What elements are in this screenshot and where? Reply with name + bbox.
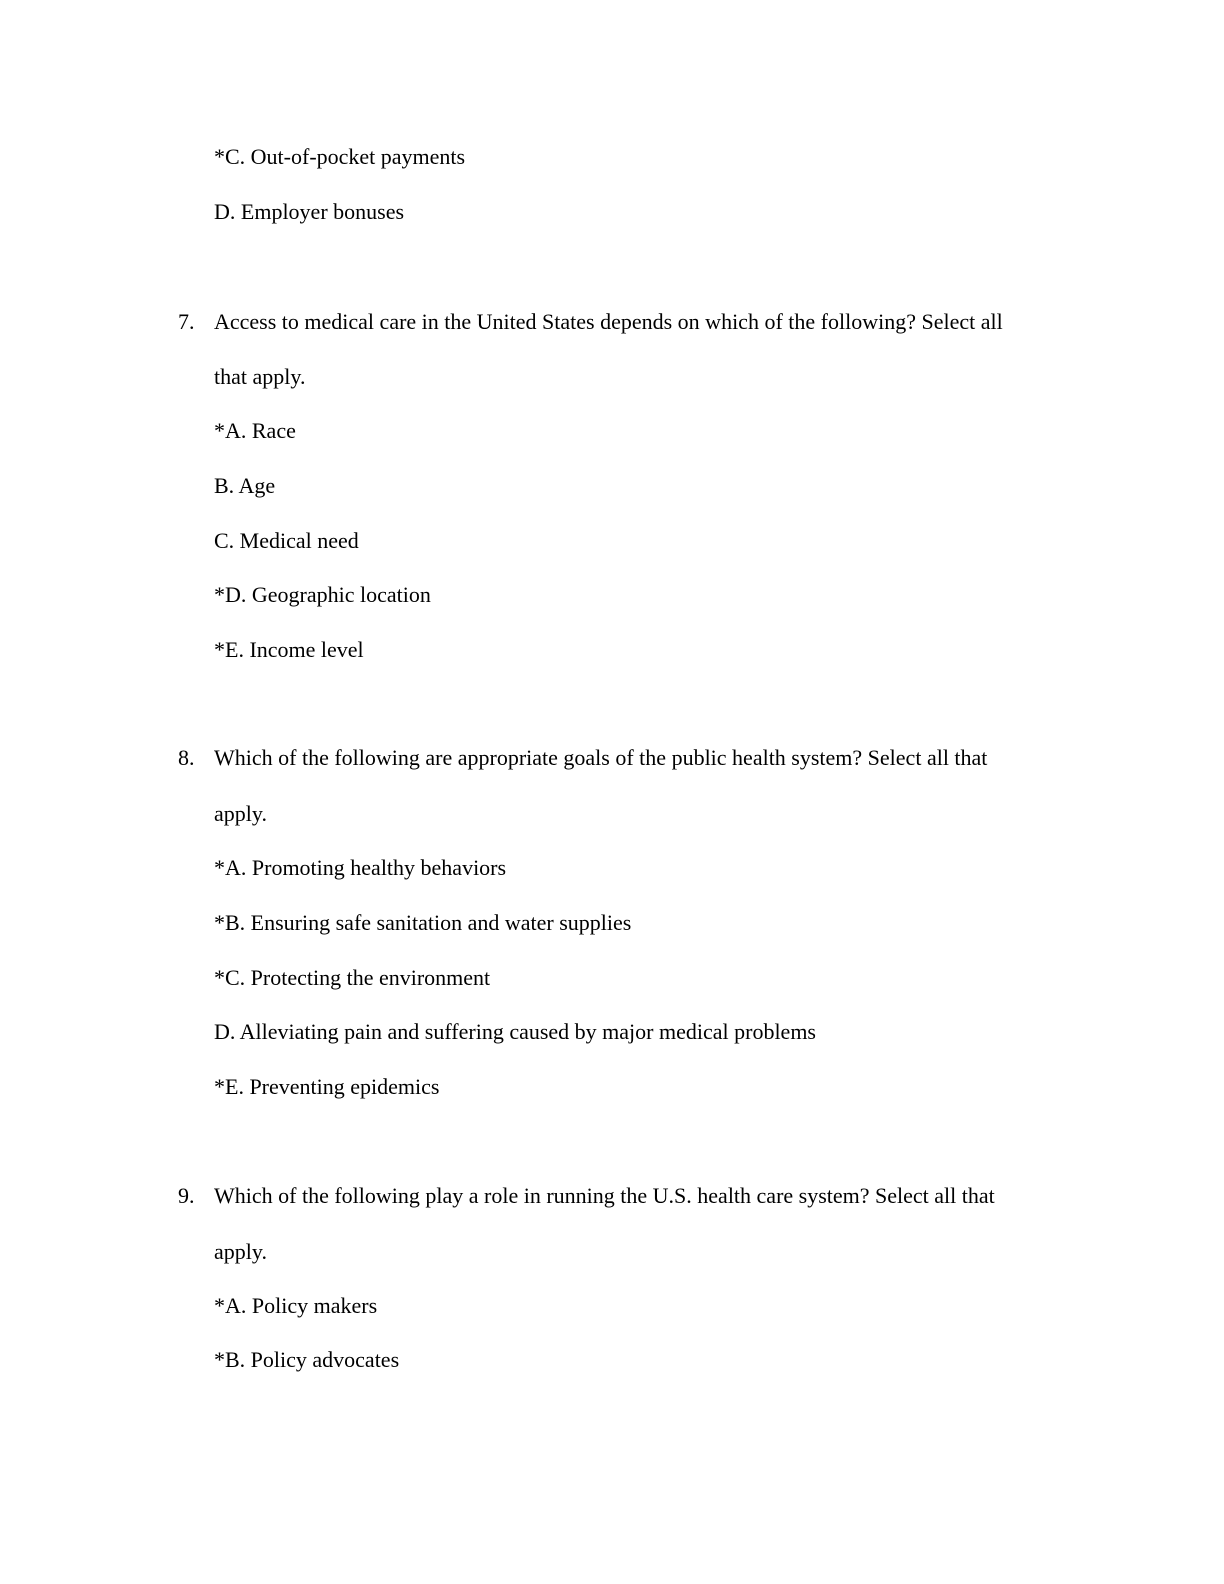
answer-option: *C. Protecting the environment xyxy=(214,965,491,990)
answer-option: *D. Geographic location xyxy=(214,582,431,607)
question-text-continued: that apply. xyxy=(214,364,306,389)
answer-option: *B. Policy advocates xyxy=(214,1347,400,1372)
answer-option: *A. Promoting healthy behaviors xyxy=(214,855,507,880)
answer-option: *E. Income level xyxy=(214,637,364,662)
answer-option: *A. Policy makers xyxy=(214,1293,378,1318)
answer-option: C. Medical need xyxy=(214,528,359,553)
answer-option: *B. Ensuring safe sanitation and water supplies xyxy=(214,910,632,935)
question-text: Which of the following are appropriate goals of the public health system? Select all that xyxy=(214,745,988,770)
question-text-continued: apply. xyxy=(214,801,267,826)
question-number: 9. xyxy=(178,1183,195,1208)
question-text: Access to medical care in the United States depends on which of the following? Select all xyxy=(214,309,1003,334)
answer-option: D. Alleviating pain and suffering caused by major medical problems xyxy=(214,1019,816,1044)
question-text: Which of the following play a role in running the U.S. health care system? Select all that xyxy=(214,1183,995,1208)
question-text-continued: apply. xyxy=(214,1239,267,1264)
answer-option: *C. Out-of-pocket payments xyxy=(214,144,466,169)
answer-option: *E. Preventing epidemics xyxy=(214,1074,440,1099)
answer-option: D. Employer bonuses xyxy=(214,199,405,224)
answer-option: B. Age xyxy=(214,473,276,498)
question-number: 7. xyxy=(178,309,195,334)
answer-option: *A. Race xyxy=(214,418,296,443)
question-number: 8. xyxy=(178,745,195,770)
